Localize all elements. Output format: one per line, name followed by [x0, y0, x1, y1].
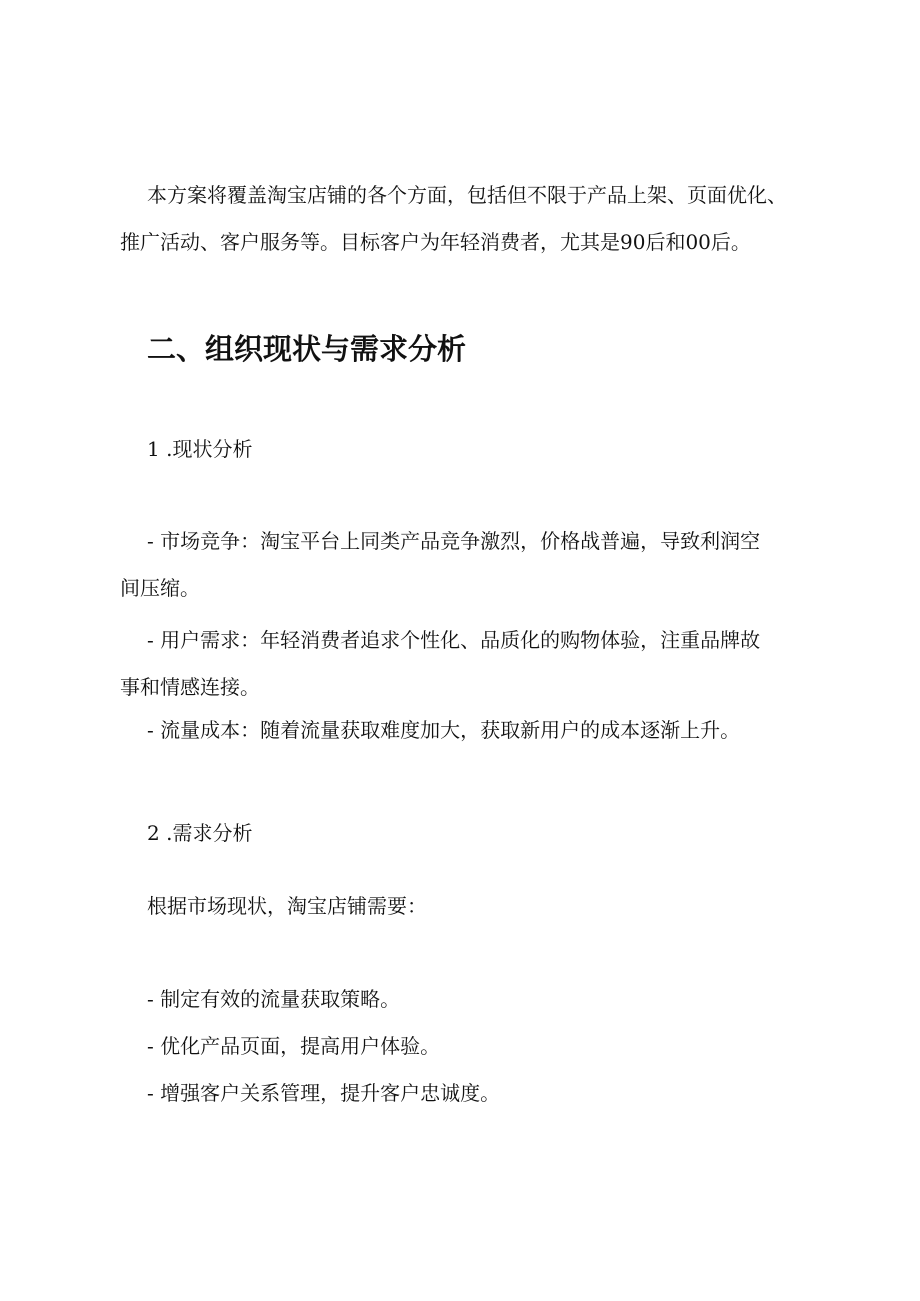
subsection-1-title: 1 .现状分析 — [147, 437, 253, 461]
status-item-3: - 流量成本：随着流量获取难度加大，获取新用户的成本逐渐上升。 — [147, 718, 741, 742]
needs-item-3: - 增强客户关系管理，提升客户忠诚度。 — [147, 1081, 501, 1105]
needs-item-1: - 制定有效的流量获取策略。 — [147, 987, 401, 1011]
section-2-heading: 二、组织现状与需求分析 — [147, 332, 467, 366]
intro-line-1: 本方案将覆盖淘宝店铺的各个方面，包括但不限于产品上架、页面优化、 — [147, 183, 787, 207]
status-item-1-line-2: 间压缩。 — [120, 576, 200, 600]
needs-intro: 根据市场现状，淘宝店铺需要： — [147, 894, 427, 918]
subsection-2-title: 2 .需求分析 — [147, 821, 253, 845]
status-item-2-line-2: 事和情感连接。 — [120, 675, 260, 699]
intro-line-2: 推广活动、客户服务等。目标客户为年轻消费者，尤其是90后和00后。 — [120, 230, 751, 254]
needs-item-2: - 优化产品页面，提高用户体验。 — [147, 1034, 441, 1058]
status-item-1-line-1: - 市场竞争：淘宝平台上同类产品竞争激烈，价格战普遍，导致利润空 — [147, 529, 761, 553]
status-item-2-line-1: - 用户需求：年轻消费者追求个性化、品质化的购物体验，注重品牌故 — [147, 628, 761, 652]
